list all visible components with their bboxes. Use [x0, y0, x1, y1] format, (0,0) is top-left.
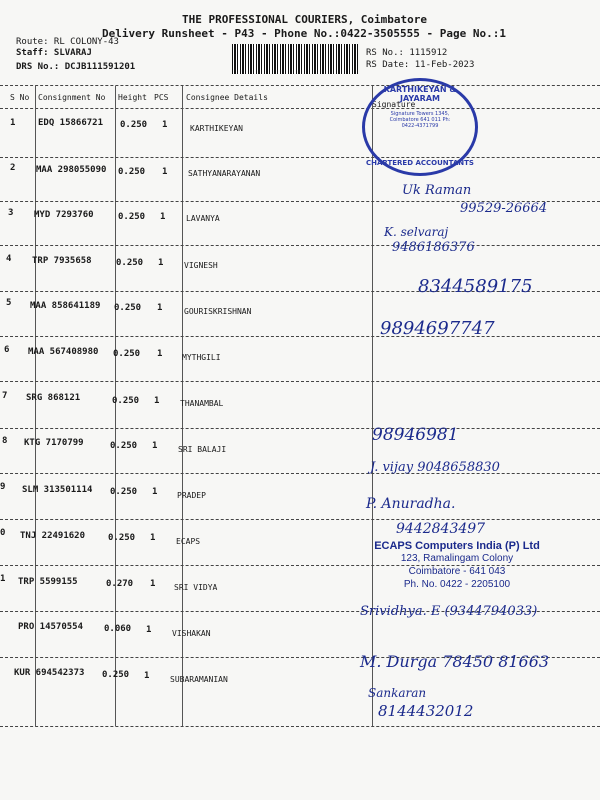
row-pcs: 1	[154, 396, 160, 406]
row-weight: 0.250	[114, 303, 142, 313]
row-divider	[0, 519, 600, 520]
ca-seal	[362, 78, 478, 176]
row-consignment: TNJ 22491620	[20, 531, 86, 541]
row-pcs: 1	[150, 579, 156, 589]
row-pcs: 1	[158, 258, 164, 268]
row-consignment: SLM 313501114	[22, 485, 93, 495]
stamp-company-name: ECAPS Computers India (P) Ltd	[374, 540, 540, 552]
handwritten-phone: 8344589175	[418, 276, 533, 297]
row-pcs: 1	[157, 349, 163, 359]
handwritten-signature: K. selvaraj	[384, 225, 449, 239]
route-label: Route: RL COLONY-43	[16, 37, 119, 47]
row-consignment: MAA 858641189	[30, 301, 101, 311]
row-weight: 0.250	[120, 120, 148, 130]
row-consignee: VIGNESH	[184, 261, 218, 270]
row-pcs: 1	[144, 671, 150, 681]
drs-number: DRS No.: DCJB111591201	[16, 62, 136, 72]
row-weight: 0.250	[118, 212, 146, 222]
row-consignee: SUBARAMANIAN	[170, 675, 228, 684]
col-line	[372, 86, 373, 726]
row-divider	[0, 157, 600, 158]
row-pcs: 1	[152, 441, 158, 451]
row-consignment: MYD 7293760	[34, 210, 94, 220]
handwritten-phone: 9894697747	[380, 318, 495, 339]
handwritten-phone: 98946981	[372, 425, 459, 445]
row-pcs: 1	[162, 120, 168, 130]
rs-number: RS No.: 1115912	[366, 48, 448, 58]
row-weight: 0.250	[110, 487, 138, 497]
row-consignee: THANAMBAL	[180, 399, 224, 408]
column-divider	[0, 108, 600, 109]
row-weight: 0.270	[106, 579, 134, 589]
row-weight: 0.250	[102, 670, 130, 680]
row-consignment: SRG 868121	[26, 393, 81, 403]
row-pcs: 1	[150, 533, 156, 543]
row-consignee: VISHAKAN	[172, 629, 211, 638]
handwritten-signature: Uk Raman	[402, 183, 472, 198]
row-sno: 0	[0, 528, 6, 538]
row-divider	[0, 726, 600, 727]
row-pcs: 1	[152, 487, 158, 497]
row-consignee: MYTHGILI	[182, 353, 221, 362]
row-divider	[0, 245, 600, 246]
stamp-address-line: Coimbatore - 641 043	[408, 566, 506, 577]
row-consignee: KARTHIKEYAN	[190, 124, 243, 133]
staff-label: Staff: SLVARAJ	[16, 48, 92, 58]
company-stamp	[352, 540, 562, 591]
handwritten-signature: Sankaran	[368, 686, 427, 700]
row-sno: 5	[6, 298, 12, 308]
stamp-phone-line: Ph. No. 0422 - 2205100	[403, 579, 511, 590]
row-sno: 1	[0, 574, 6, 584]
handwritten-signature: J. vijay 9048658830	[370, 460, 500, 475]
row-pcs: 1	[146, 625, 152, 635]
row-consignment: TRP 7935658	[32, 256, 92, 266]
seal-top-text: KARTHIKEYAN & JAYARAM	[383, 85, 457, 103]
row-divider	[0, 428, 600, 429]
row-divider	[0, 473, 600, 474]
row-consignee: LAVANYA	[186, 214, 220, 223]
col-signature: Signature	[372, 100, 416, 109]
barcode	[232, 44, 358, 74]
handwritten-signature: Srividhya. E (9344794033)	[360, 604, 538, 619]
row-sno: 6	[4, 345, 10, 355]
row-sno: 4	[6, 254, 12, 264]
row-sno: 9	[0, 482, 6, 492]
seal-bottom-text: CHARTERED ACCOUNTANTS	[366, 159, 474, 167]
row-weight: 0.250	[112, 396, 140, 406]
row-weight: 0.250	[116, 258, 144, 268]
runsheet-title: Delivery Runsheet - P43 - Phone No.:0422-3505555 - Page No.:1	[102, 27, 506, 40]
row-pcs: 1	[162, 167, 168, 177]
row-consignment: KUR 694542373	[14, 668, 85, 678]
row-pcs: 1	[157, 303, 163, 313]
row-weight: 0.250	[118, 167, 146, 177]
row-weight: 0.060	[104, 624, 132, 634]
header-divider	[0, 85, 600, 86]
col-weight: Height	[118, 93, 147, 102]
row-consignment: KTG 7170799	[24, 438, 84, 448]
row-consignment: PRO 14570554	[18, 622, 84, 632]
handwritten-signature: P. Anuradha.	[366, 496, 456, 512]
row-sno: 1	[10, 118, 16, 128]
row-consignee: SRI BALAJI	[178, 445, 227, 454]
row-consignee: GOURISKRISHNAN	[184, 307, 252, 316]
col-sno: S No	[10, 93, 30, 102]
handwritten-phone: 9486186376	[392, 240, 475, 255]
row-consignee: PRADEP	[177, 491, 206, 500]
row-pcs: 1	[160, 212, 166, 222]
row-consignment: MAA 298055090	[36, 165, 107, 175]
col-consignment: Consignment No	[38, 93, 106, 102]
seal-middle-text: Signature Towers 1345, Coimbatore 641 011 Ph: 0422-4371799	[389, 111, 451, 129]
company-title: THE PROFESSIONAL COURIERS, Coimbatore	[182, 13, 428, 26]
row-sno: 7	[2, 391, 8, 401]
row-consignment: MAA 567408980	[28, 347, 99, 357]
handwritten-phone: 9442843497	[396, 521, 486, 537]
row-divider	[0, 381, 600, 382]
col-pcs: PCS	[154, 93, 169, 102]
row-consignment: EDQ 15866721	[38, 118, 104, 128]
row-sno: 2	[10, 163, 16, 173]
row-consignee: SATHYANARAYANAN	[188, 169, 261, 178]
row-divider	[0, 336, 600, 337]
col-consignee: Consignee Details	[186, 93, 268, 102]
row-consignee: SRI VIDYA	[174, 583, 218, 592]
row-weight: 0.250	[113, 349, 141, 359]
row-sno: 8	[2, 436, 8, 446]
handwritten-phone: 99529-26664	[460, 201, 548, 216]
row-weight: 0.250	[110, 441, 138, 451]
row-weight: 0.250	[108, 533, 136, 543]
row-sno: 3	[8, 208, 14, 218]
stamp-address-line: 123, Ramalingam Colony	[400, 553, 514, 564]
row-consignment: TRP 5599155	[18, 577, 78, 587]
row-consignee: ECAPS	[176, 537, 201, 546]
rs-date: RS Date: 11-Feb-2023	[366, 60, 475, 70]
handwritten-phone: 8144432012	[378, 702, 474, 720]
handwritten-signature: M. Durga 78450 81663	[360, 652, 550, 671]
